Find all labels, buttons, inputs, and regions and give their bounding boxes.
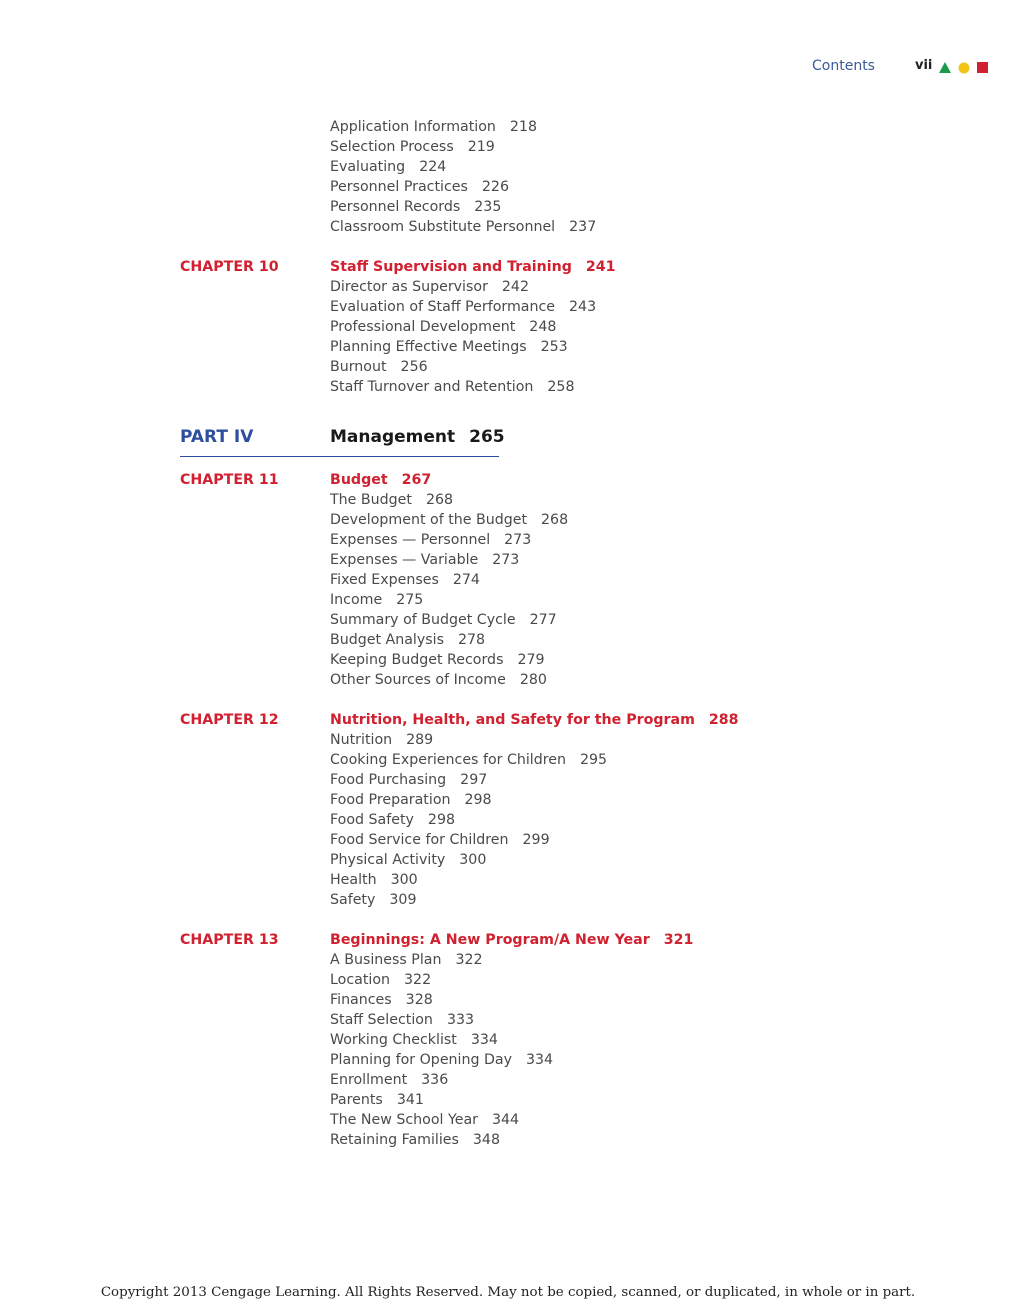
toc-entry[interactable]: [330, 610, 557, 630]
toc-entry-title: Planning Effective Meetings: [330, 339, 527, 355]
toc-entry[interactable]: [330, 1050, 553, 1070]
toc-entry[interactable]: [330, 830, 550, 850]
toc-entry-title: Parents: [330, 1092, 383, 1108]
toc-entry-page: 298: [427, 812, 456, 828]
toc-entry[interactable]: [330, 770, 487, 790]
toc-entry-title: A Business Plan: [330, 952, 442, 968]
toc-entry-title: Evaluation of Staff Performance: [330, 299, 556, 315]
toc-entry[interactable]: [330, 177, 509, 197]
chapter-13-label: CHAPTER 13: [180, 932, 279, 948]
yellow-circle-icon: [959, 63, 970, 74]
toc-entry-page: 322: [455, 952, 483, 968]
toc-entry-page: 341: [396, 1092, 424, 1108]
toc-entry-title: Expenses — Variable: [330, 552, 479, 568]
part-divider: [180, 456, 499, 457]
toc-entry-title: Director as Supervisor: [330, 279, 488, 295]
toc-entry-page: 268: [541, 512, 569, 528]
toc-entry-title: Other Sources of Income: [330, 672, 506, 688]
part-page: 265: [469, 427, 505, 447]
toc-entry[interactable]: [330, 1110, 519, 1130]
toc-entry[interactable]: [330, 217, 596, 237]
toc-entry-page: 258: [547, 379, 575, 395]
red-square-icon: [977, 62, 988, 73]
toc-entry-title: Safety: [330, 892, 376, 908]
toc-entry-page: 309: [389, 892, 417, 908]
toc-entry-page: 334: [470, 1032, 498, 1048]
part-title-text: Management: [330, 427, 456, 447]
toc-entry[interactable]: [330, 277, 529, 297]
chapter-13-title[interactable]: [330, 930, 693, 950]
toc-entry-title: Development of the Budget: [330, 512, 528, 528]
toc-entry-page: 336: [421, 1072, 449, 1088]
toc-entry-title: Food Safety: [330, 812, 414, 828]
toc-entry-title: Keeping Budget Records: [330, 652, 504, 668]
toc-entry-title: Staff Selection: [330, 1012, 433, 1028]
chapter-10-title[interactable]: [330, 257, 615, 277]
toc-entry-title: Enrollment: [330, 1072, 408, 1088]
toc-entry-page: 322: [404, 972, 432, 988]
toc-entry-title: Personnel Records: [330, 199, 461, 215]
toc-entry[interactable]: [330, 530, 531, 550]
toc-entry[interactable]: [330, 490, 453, 510]
toc-entry[interactable]: [330, 730, 433, 750]
toc-entry-title: Budget Analysis: [330, 632, 444, 648]
running-header: [0, 58, 1020, 78]
toc-entry[interactable]: [330, 1030, 498, 1050]
toc-entry-title: Finances: [330, 992, 392, 1008]
toc-entry[interactable]: [330, 850, 486, 870]
toc-entry-page: 273: [492, 552, 520, 568]
toc-entry[interactable]: [330, 750, 607, 770]
chapter-page: 241: [585, 259, 616, 275]
toc-entry-page: 348: [472, 1132, 500, 1148]
toc-entry[interactable]: [330, 1070, 448, 1090]
toc-entry[interactable]: [330, 137, 495, 157]
part-4-label: PART IV: [180, 427, 254, 447]
toc-entry-page: 248: [529, 319, 557, 335]
toc-entry-title: Food Preparation: [330, 792, 451, 808]
chapter-title-text: Staff Supervision and Training: [330, 259, 572, 275]
toc-entry-page: 226: [481, 179, 509, 195]
running-header-section: Contents: [812, 58, 875, 74]
toc-entry[interactable]: [330, 510, 568, 530]
toc-entry-page: 275: [396, 592, 424, 608]
toc-entry-title: Retaining Families: [330, 1132, 459, 1148]
toc-entry-page: 243: [569, 299, 597, 315]
toc-entry-title: Classroom Substitute Personnel: [330, 219, 556, 235]
toc-entry-page: 300: [390, 872, 418, 888]
toc-entry-title: Cooking Experiences for Children: [330, 752, 566, 768]
toc-entry[interactable]: [330, 570, 480, 590]
toc-entry-page: 274: [452, 572, 480, 588]
toc-entry-title: Expenses — Personnel: [330, 532, 491, 548]
toc-entry-page: 280: [519, 672, 547, 688]
toc-entry[interactable]: [330, 357, 428, 377]
toc-entry-title: The Budget: [330, 492, 412, 508]
toc-entry[interactable]: [330, 297, 596, 317]
toc-entry-page: 242: [501, 279, 529, 295]
toc-entry-page: 235: [474, 199, 502, 215]
toc-entry[interactable]: [330, 630, 485, 650]
toc-entry[interactable]: [330, 650, 545, 670]
toc-entry-page: 277: [529, 612, 557, 628]
toc-entry-title: Evaluating: [330, 159, 406, 175]
chapter-page: 321: [663, 932, 694, 948]
toc-entry[interactable]: [330, 670, 547, 690]
toc-entry-page: 333: [446, 1012, 475, 1028]
toc-entry-title: Summary of Budget Cycle: [330, 612, 516, 628]
chapter-title-text: Beginnings: A New Program/A New Year: [330, 932, 650, 948]
toc-entry[interactable]: [330, 1010, 474, 1030]
toc-entry-page: 253: [540, 339, 568, 355]
chapter-title-text: Nutrition, Health, and Safety for the Program: [330, 712, 695, 728]
chapter-10-label: CHAPTER 10: [180, 259, 279, 275]
chapter-page: 267: [401, 472, 432, 488]
part-4-title[interactable]: [330, 427, 505, 447]
toc-entry-page: 279: [517, 652, 545, 668]
toc-entry-page: 289: [406, 732, 434, 748]
chapter-11-title[interactable]: [330, 470, 431, 490]
toc-entry[interactable]: [330, 157, 446, 177]
toc-entry-title: Personnel Practices: [330, 179, 468, 195]
toc-entry-page: 298: [464, 792, 492, 808]
toc-entry-page: 268: [425, 492, 454, 508]
toc-entry-title: Physical Activity: [330, 852, 446, 868]
toc-entry[interactable]: [330, 970, 431, 990]
toc-entry-page: 344: [492, 1112, 520, 1128]
toc-entry-title: Fixed Expenses: [330, 572, 439, 588]
page-number: vii: [915, 58, 933, 73]
toc-entry-title: Selection Process: [330, 139, 454, 155]
toc-entry-title: Staff Turnover and Retention: [330, 379, 534, 395]
chapter-12-title[interactable]: [330, 710, 738, 730]
toc-entry-page: 218: [509, 119, 537, 135]
decorative-shapes: [939, 61, 991, 75]
toc-entry-title: Food Purchasing: [330, 772, 447, 788]
toc-entry[interactable]: [330, 377, 574, 397]
green-triangle-icon: [939, 62, 951, 73]
toc-entry[interactable]: [330, 550, 519, 570]
toc-entry-title: Income: [330, 592, 383, 608]
chapter-11-label: CHAPTER 11: [180, 472, 279, 488]
toc-entry-title: The New School Year: [330, 1112, 478, 1128]
toc-entry-page: 256: [400, 359, 428, 375]
toc-entry[interactable]: [330, 1130, 500, 1150]
toc-entry[interactable]: [330, 1090, 424, 1110]
toc-entry-title: Application Information: [330, 119, 496, 135]
toc-entry[interactable]: [330, 950, 483, 970]
toc-entry-page: 237: [569, 219, 597, 235]
toc-entry-page: 278: [458, 632, 486, 648]
chapter-12-label: CHAPTER 12: [180, 712, 279, 728]
toc-entry[interactable]: [330, 890, 416, 910]
toc-entry-page: 334: [526, 1052, 554, 1068]
toc-entry-page: 295: [580, 752, 608, 768]
toc-entry[interactable]: [330, 590, 423, 610]
toc-entry-page: 328: [405, 992, 433, 1008]
chapter-title-text: Budget: [330, 472, 388, 488]
toc-entry[interactable]: [330, 197, 501, 217]
toc-entry-title: Location: [330, 972, 391, 988]
toc-entry-title: Planning for Opening Day: [330, 1052, 512, 1068]
toc-entry-title: Professional Development: [330, 319, 516, 335]
toc-entry-title: Burnout: [330, 359, 387, 375]
toc-entry-page: 300: [459, 852, 487, 868]
toc-entry-title: Food Service for Children: [330, 832, 509, 848]
toc-entry-page: 273: [504, 532, 532, 548]
toc-entry[interactable]: [330, 810, 455, 830]
toc-entry[interactable]: [330, 870, 418, 890]
toc-entry-page: 224: [419, 159, 447, 175]
toc-entry[interactable]: [330, 117, 537, 137]
toc-entry[interactable]: [330, 337, 568, 357]
toc-entry-title: Working Checklist: [330, 1032, 457, 1048]
toc-entry[interactable]: [330, 317, 556, 337]
toc-entry-page: 297: [460, 772, 488, 788]
copyright-notice: Copyright 2013 Cengage Learning. All Rights Reserved. May not be copied, scanned, or duplicated, in whole or in part.: [100, 1285, 916, 1300]
chapter-page: 288: [708, 712, 739, 728]
toc-entry[interactable]: [330, 990, 433, 1010]
toc-entry[interactable]: [330, 790, 492, 810]
toc-entry-page: 219: [467, 139, 495, 155]
toc-entry-page: 299: [522, 832, 550, 848]
toc-entry-title: Nutrition: [330, 732, 393, 748]
toc-entry-title: Health: [330, 872, 377, 888]
